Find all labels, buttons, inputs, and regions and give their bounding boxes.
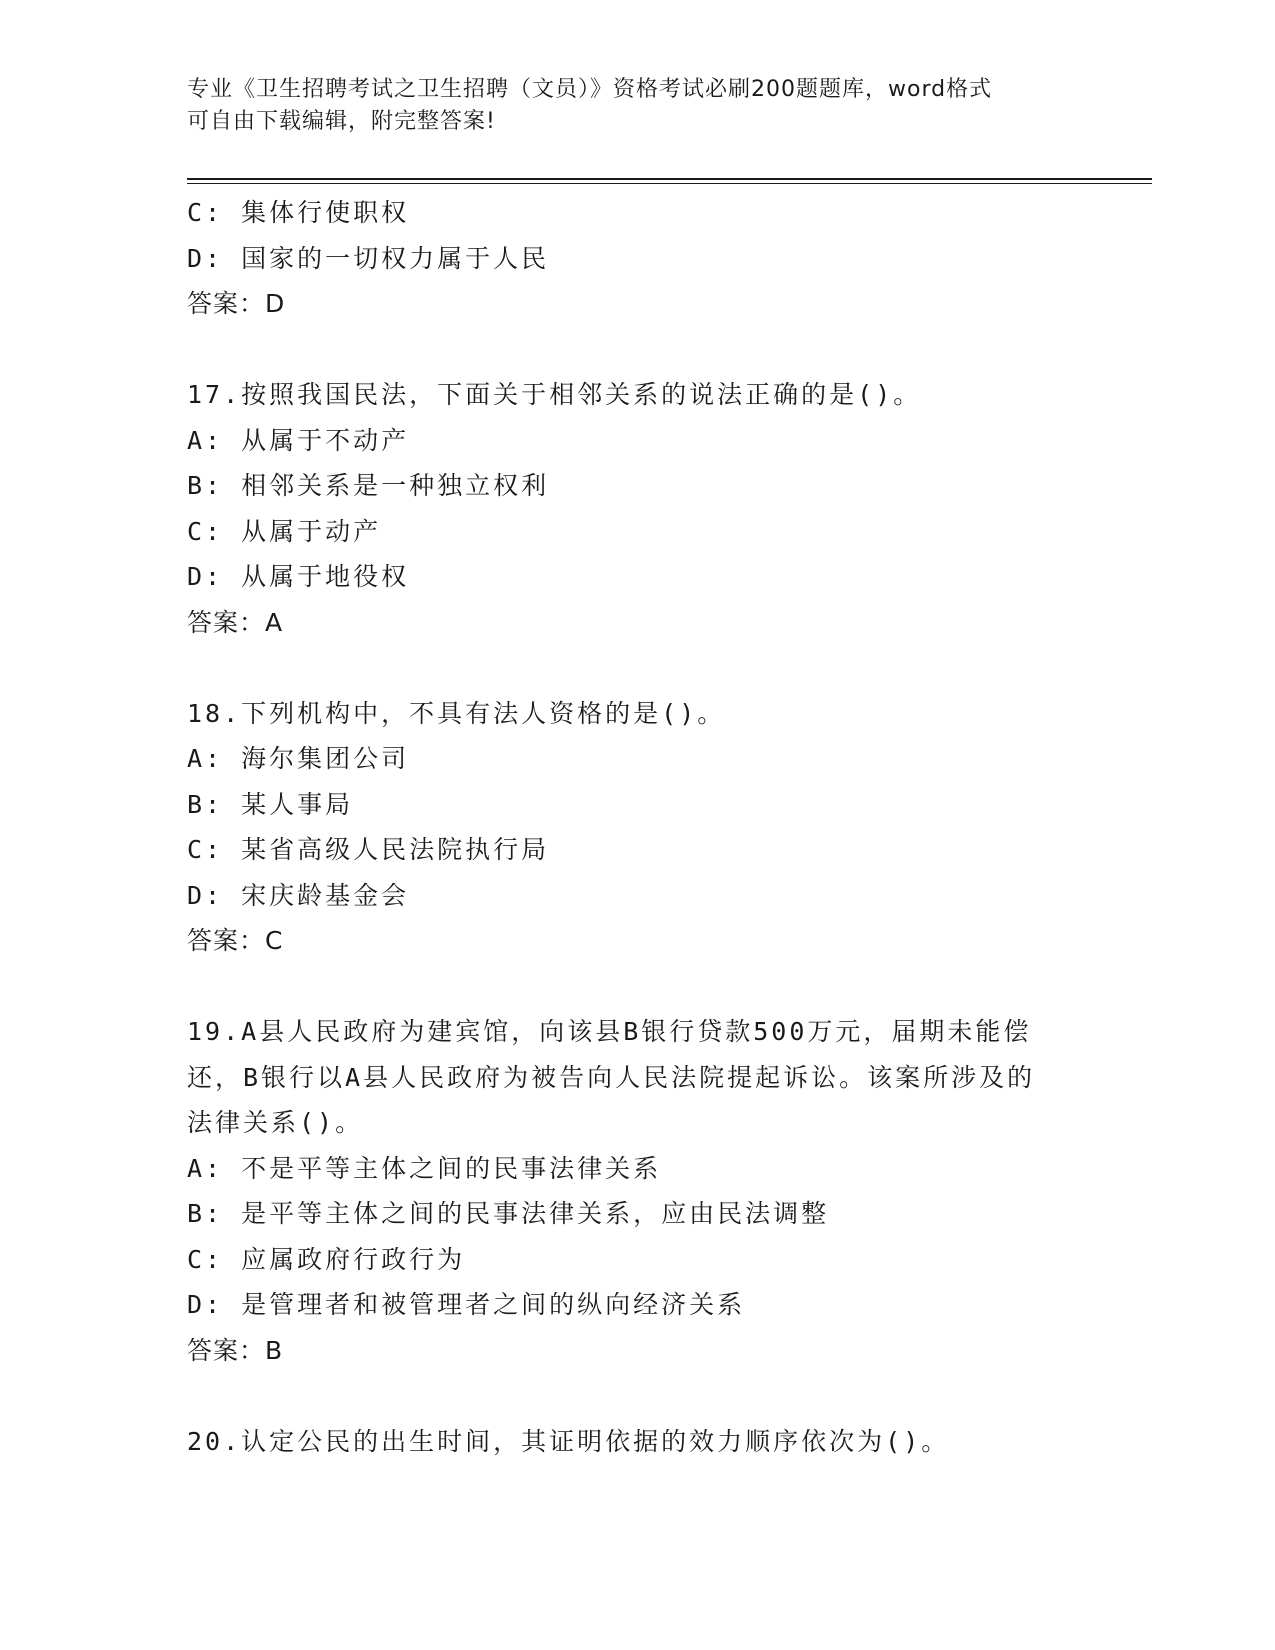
option-line: D: 宋庆龄基金会 <box>187 880 410 910</box>
option-line: A: 海尔集团公司 <box>187 744 410 773</box>
header-rule-thick <box>187 178 1152 180</box>
spacer <box>187 964 1087 1010</box>
answer-line: 答案：D <box>187 289 286 318</box>
question-stem: 20.认定公民的出生时间，其证明依据的效力顺序依次为()。 <box>187 1426 950 1456</box>
option-line: D: 国家的一切权力属于人民 <box>187 243 550 273</box>
answer-line: 答案：A <box>187 607 284 637</box>
option-line: B: 相邻关系是一种独立权利 <box>187 471 550 500</box>
question-stem: 17.按照我国民法，下面关于相邻关系的说法正确的是()。 <box>187 380 922 409</box>
carryover-block <box>187 190 1087 327</box>
question-17 <box>187 372 1087 645</box>
answer-line: 答案：B <box>187 1335 284 1365</box>
option-line: C: 应属政府行政行为 <box>187 1244 466 1274</box>
spacer <box>187 645 1087 691</box>
option-line: B: 是平等主体之间的民事法律关系，应由民法调整 <box>187 1199 830 1228</box>
option-line: C: 从属于动产 <box>187 516 382 546</box>
question-stem: 还，B银行以A县人民政府为被告向人民法院提起诉讼。该案所涉及的 <box>187 1062 1036 1092</box>
spacer <box>187 327 1087 373</box>
question-19 <box>187 1009 1087 1373</box>
question-20 <box>187 1419 1087 1465</box>
option-line: A: 不是平等主体之间的民事法律关系 <box>187 1153 662 1183</box>
header-rule-thin <box>187 183 1152 184</box>
document-header <box>187 74 1087 138</box>
option-line: D: 从属于地役权 <box>187 562 410 591</box>
option-line: B: 某人事局 <box>187 789 354 819</box>
option-line: C: 集体行使职权 <box>187 198 410 227</box>
document-body <box>187 190 1087 1464</box>
header-line-2: 可自由下载编辑，附完整答案! <box>187 109 496 134</box>
question-stem: 19.A县人民政府为建宾馆，向该县B银行贷款500万元，届期未能偿 <box>187 1017 1032 1046</box>
option-line: A: 从属于不动产 <box>187 425 410 455</box>
spacer <box>187 1373 1087 1419</box>
header-line-1: 专业《卫生招聘考试之卫生招聘（文员）》资格考试必刷200题题库，word格式 <box>187 77 993 102</box>
answer-line: 答案：C <box>187 926 284 955</box>
option-line: D: 是管理者和被管理者之间的纵向经济关系 <box>187 1290 746 1319</box>
option-line: C: 某省高级人民法院执行局 <box>187 835 550 864</box>
question-stem: 法律关系()。 <box>187 1108 364 1137</box>
question-18 <box>187 691 1087 964</box>
question-stem: 18.下列机构中，不具有法人资格的是()。 <box>187 698 726 728</box>
